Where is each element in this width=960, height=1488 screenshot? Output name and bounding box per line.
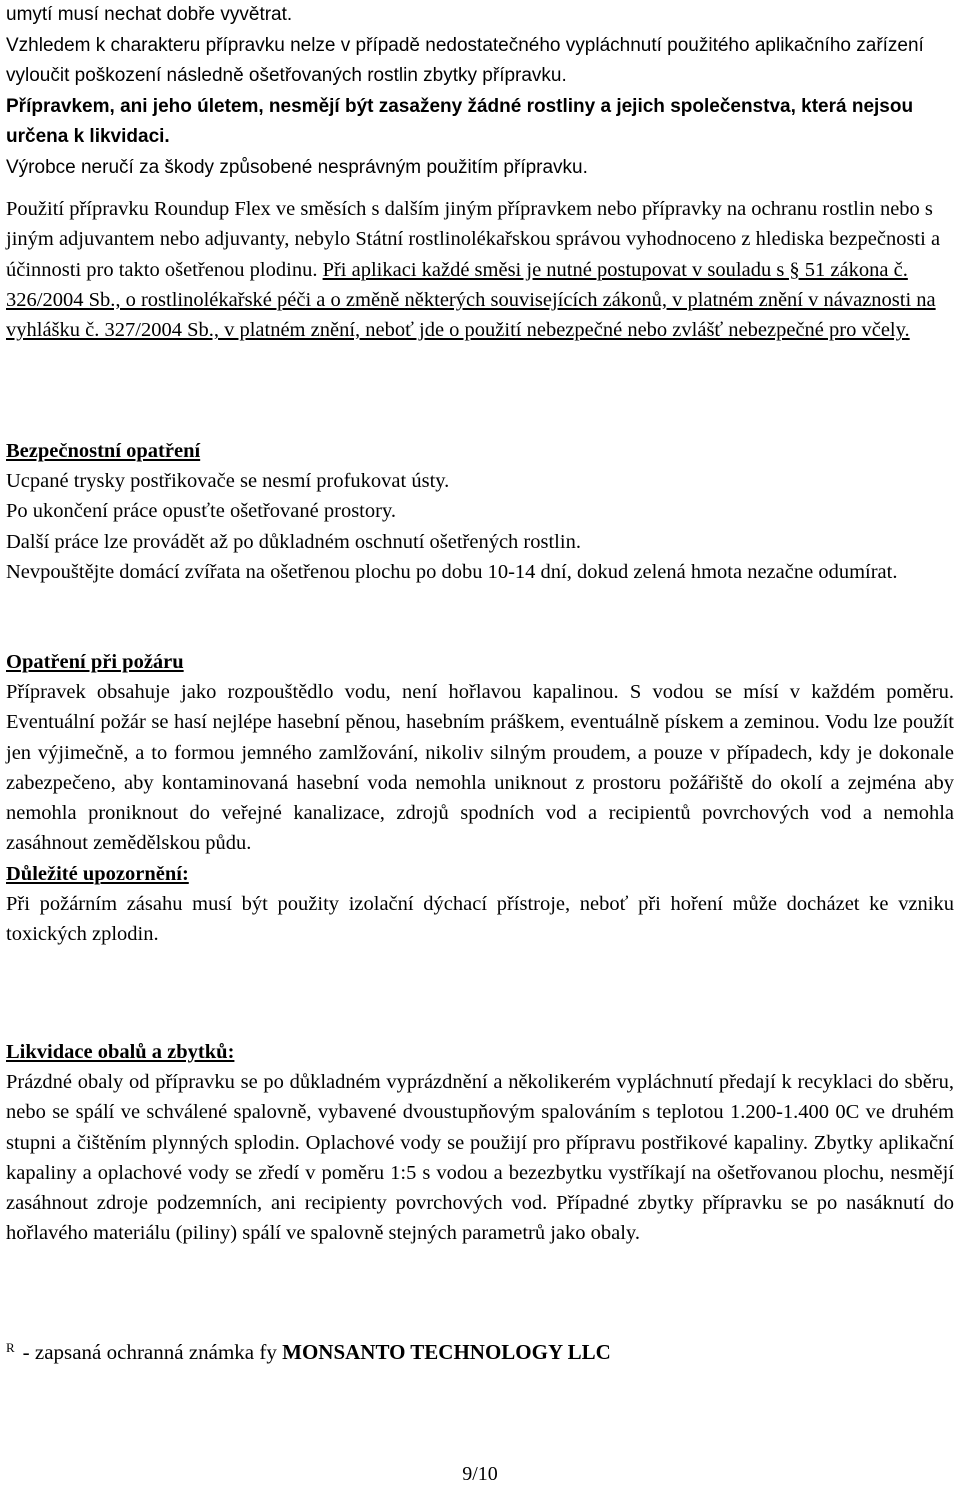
trademark-note — [6, 1337, 954, 1367]
fire-section — [6, 647, 954, 949]
intro-line-2: Vzhledem k charakteru přípravku nelze v případě nedostatečného vypláchnutí použitého aplikačního zařízení vyloučit poškození následně ošetřovaných rostlin zbytky přípravku. — [6, 34, 924, 86]
mixtures-text: Použití přípravku Roundup Flex ve směsích s dalším jiným přípravkem nebo přípravky na ochranu rostlin nebo s jiným adjuvantem nebo adjuvanty, nebylo Státní rostlinolékařskou správou vyhodnoceno z hlediska bezpečnosti a účinnosti pro takto ošetřenou plodinu. — [6, 198, 941, 281]
safety-heading: Bezpečnostní opatření — [6, 440, 201, 462]
safety-item-1: Ucpané trysky postřikovače se nesmí profukovat ústy. — [6, 470, 450, 492]
safety-section — [6, 436, 954, 587]
safety-item-4: Nevpouštějte domácí zvířata na ošetřenou plochu po dobu 10-14 dní, dokud zelená hmota nezačne odumírat. — [6, 560, 898, 583]
trademark-company: MONSANTO TECHNOLOGY LLC — [282, 1340, 611, 1364]
registered-trademark-symbol: R — [6, 1340, 15, 1355]
page-number: 9/10 — [462, 1463, 498, 1485]
important-notice-text: Při požárním zásahu musí být použity izolační dýchací přístroje, neboť při hoření může docházet ke vzniku toxických zplodin. — [6, 892, 954, 946]
important-notice-heading: Důležité upozornění: — [6, 862, 189, 885]
safety-item-3: Další práce lze provádět až po důkladném oschnutí ošetřených rostlin. — [6, 530, 581, 553]
fire-heading: Opatření při požáru — [6, 651, 184, 673]
safety-item-2: Po ukončení práce opusťte ošetřované prostory. — [6, 500, 396, 523]
mixtures-paragraph — [6, 194, 954, 345]
disposal-text: Prázdné obaly od přípravku se po důkladném vyprázdnění a několikerém vypláchnutí předají k recyklaci do sběru, nebo se spálí ve schválené spalovně, vybavené dvoustupňovým spalováním s teplotou 1.200-1.400 0C ve druhém stupni a čištěním plynných splodin. Oplachové vody se použijí pro přípravu postřikové kapaliny. Zbytky aplikační kapaliny a oplachové vody se zředí v poměru 1:5 s vodou a bezezbytku vystříkají na ošetřovanou plochu, nesmějí zasáhnout zdroje podzemních, ani recipienty povrchových vod. Případné zbytky přípravku se po nasáknutí do hořlavého materiálu (piliny) spálí ve spalovně stejných parametrů jako obaly. — [6, 1071, 954, 1245]
mixtures-underlined-text: Při aplikaci každé směsi je nutné postupovat v souladu s § 51 zákona č. 326/2004 Sb., o rostlinolékařské péči a o změně některých souvisejících zákonů, v platném znění v návaznosti na vyhlášku č. 327/2004 Sb., v platném znění, neboť jde o použití nebezpečné nebo zvlášť nebezpečné pro včely. — [6, 258, 936, 342]
fire-text: Přípravek obsahuje jako rozpouštědlo vodu, není hořlavou kapalinou. S vodou se mísí v každém poměru. Eventuální požár se hasí nejlépe hasební pěnou, hasebním práškem, eventuálně pískem a zeminou. Vodu lze použít jen výjimečně, a to formou jemného zamlžování, nikoliv silným proudem, a pouze v případech, kdy je dokonale zabezpečeno, aby kontaminovaná hasební voda nemohla uniknout z prostoru požářiště do okolí a zejména aby nemohla proniknout do veřejné kanalizace, zdrojů spodních vod a recipientů povrchových vod a nemohla zasáhnout zemědělskou půdu. — [6, 681, 954, 855]
intro-section — [6, 0, 954, 183]
intro-warning: Přípravkem, ani jeho úletem, nesmějí být zasaženy žádné rostliny a jejich společenstva, která nejsou určena k likvidaci. — [6, 95, 914, 147]
disposal-heading: Likvidace obalů a zbytků: — [6, 1041, 235, 1063]
intro-line-1: umytí musí nechat dobře vyvětrat. — [6, 4, 293, 25]
intro-disclaimer: Výrobce neručí za škody způsobené nesprávným použitím přípravku. — [6, 156, 588, 178]
trademark-text: - zapsaná ochranná známka fy — [22, 1340, 283, 1364]
disposal-section — [6, 1037, 954, 1249]
